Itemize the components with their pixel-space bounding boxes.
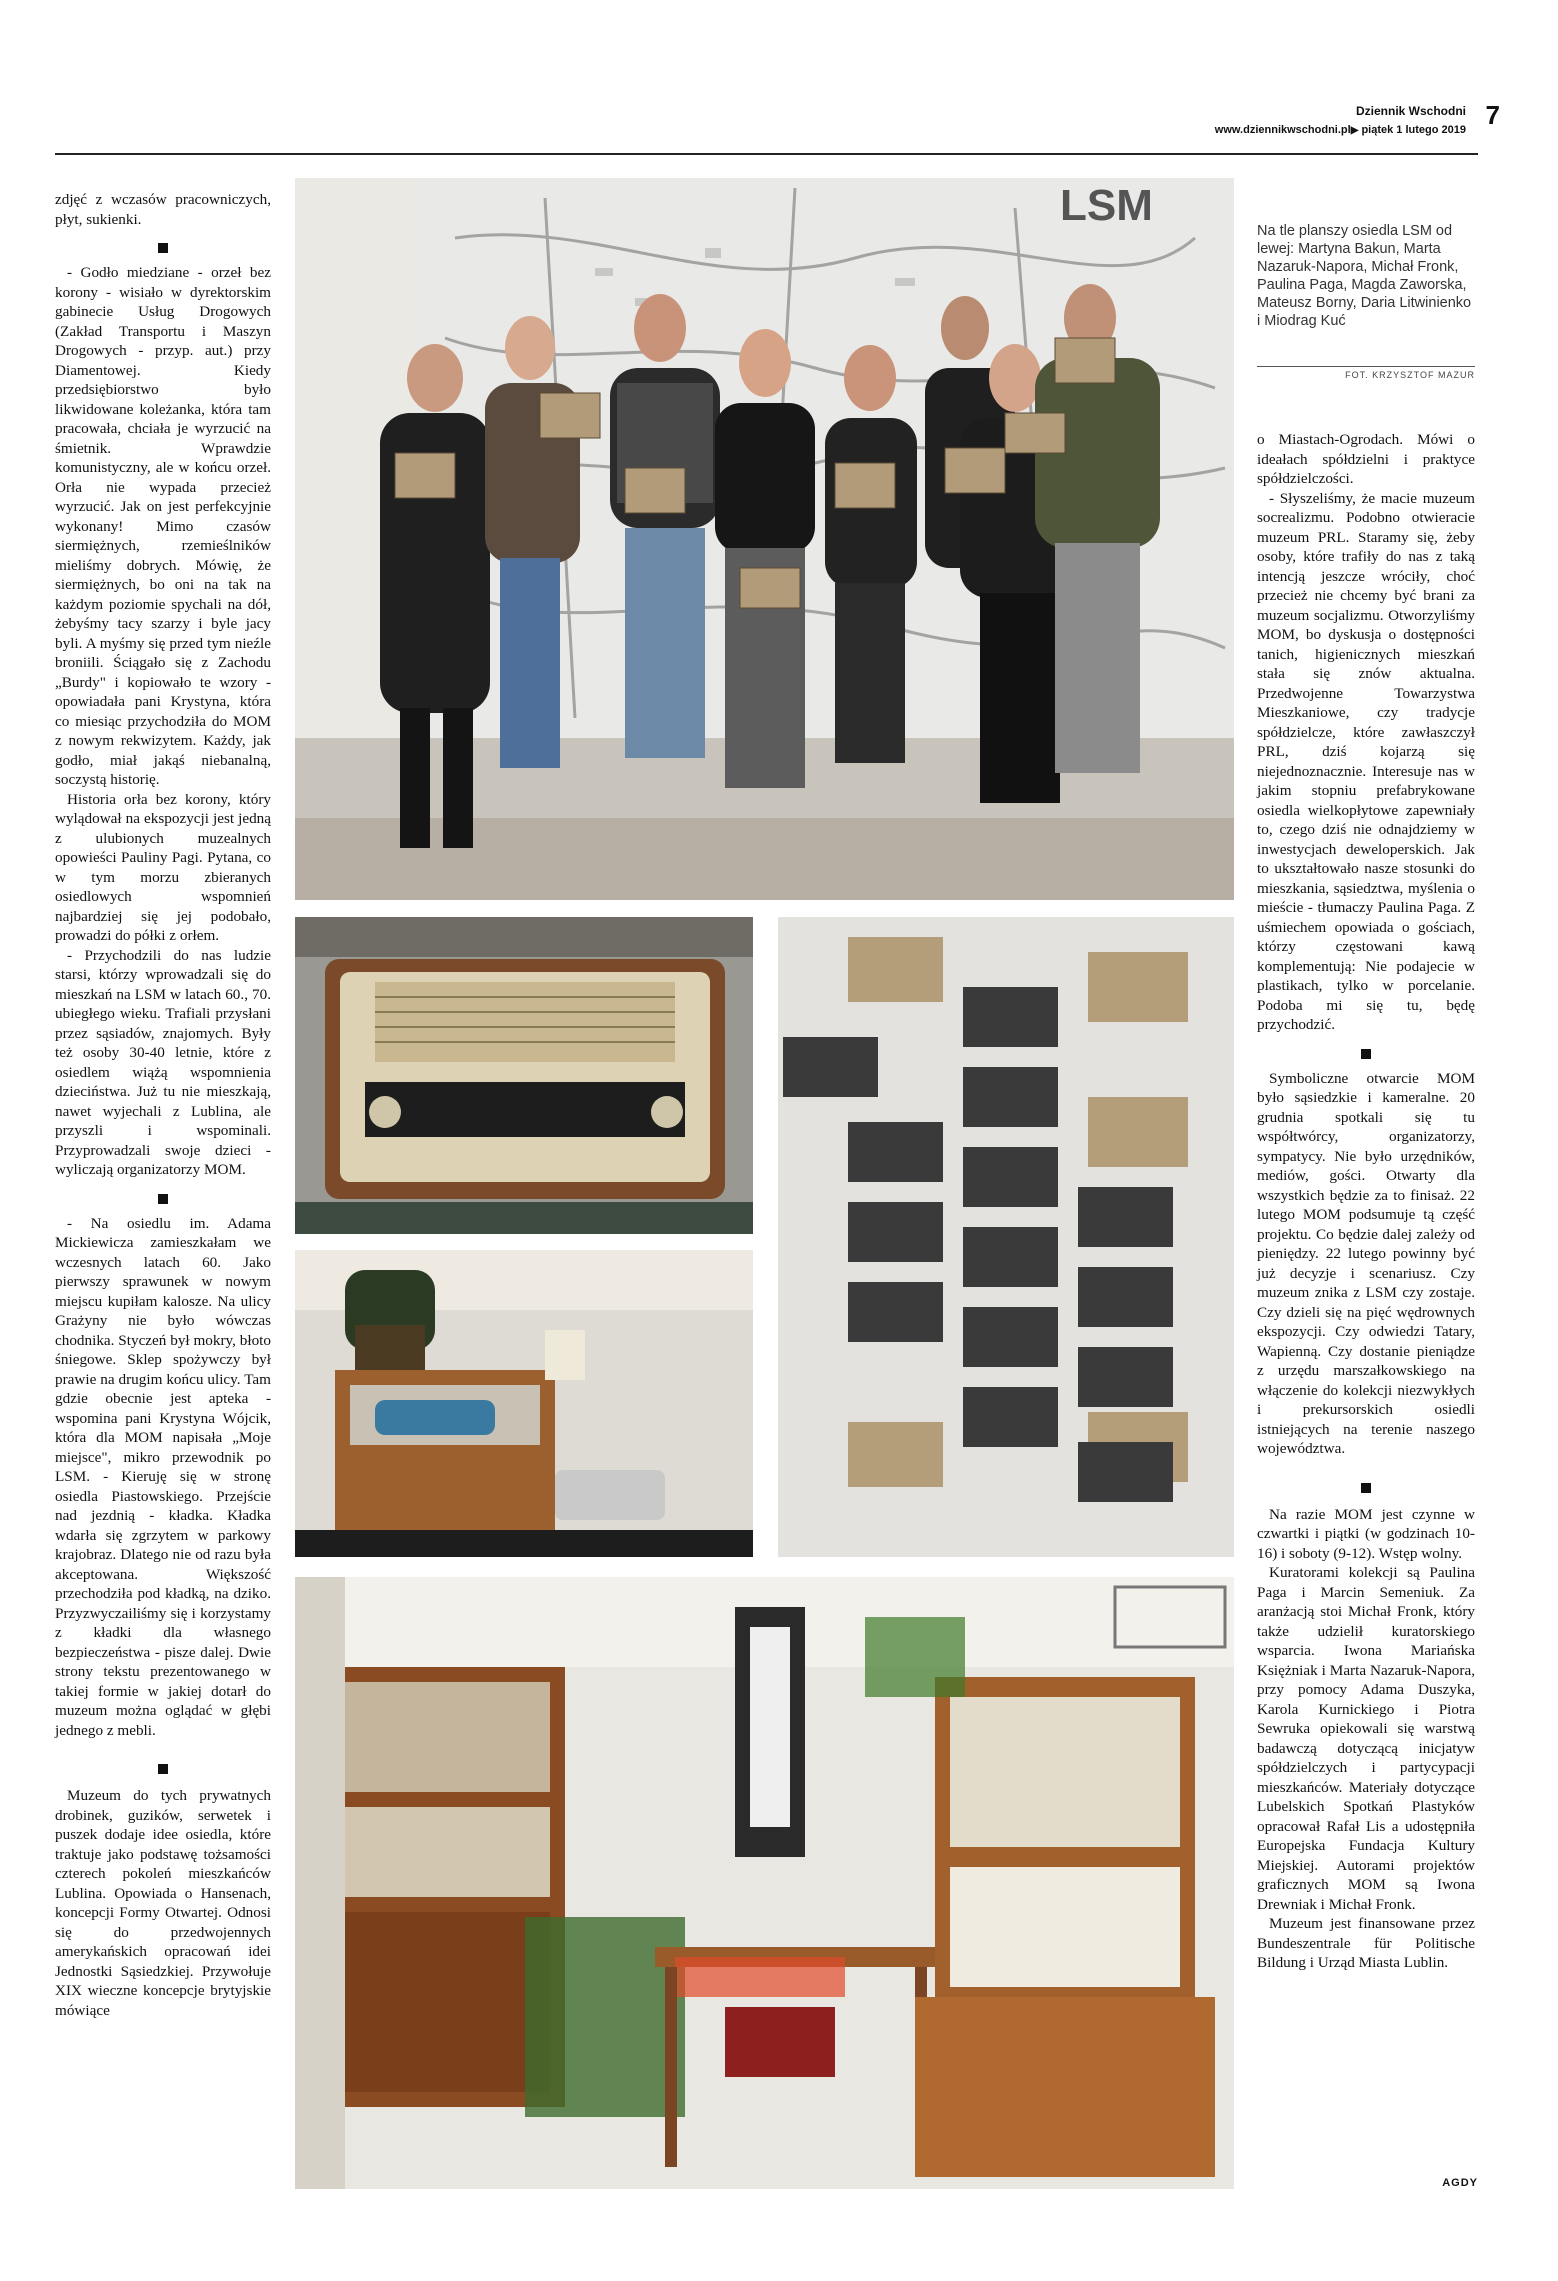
publication-name: Dziennik Wschodni bbox=[1355, 104, 1466, 118]
paragraph: Muzeum jest finansowane przez Bundeszentrale für Politische Bildung i Urząd Miasta Lublin. bbox=[1257, 1915, 1475, 1971]
article-column-2 bbox=[1257, 430, 1475, 1973]
paragraph: Na razie MOM jest czynne w czwartki i piątki (w godzinach 10-16) i soboty (9-12). Wstęp wolny. bbox=[1257, 1505, 1475, 1562]
cursor-icon: ▶ bbox=[1350, 125, 1359, 136]
section-square-icon bbox=[1361, 1483, 1371, 1493]
header-rule bbox=[55, 153, 1478, 155]
paragraph: Symboliczne otwarcie MOM było sąsiedzkie i kameralne. 20 grudnia spotkali się tu współtwórcy, organizatorzy, sympatycy. Nie było urzędników, mediów, gości. Otwarty dla wszystkich będzie za to finisaż. 22 lutego MOM podsumuje tą część projektu. Co będzie dalej zależy od pieniędzy. 22 lutego powinny być już decyzje i scenariusz. Czy muzeum znika z LSM czy zostaje. Czy dzieli się na pięć wędrownych ekspozycji. Czy odwiedzi Tatary, Wapienną. Czy dostanie pieniądze z urzędu marszałkowskiego na włączenie do kolekcji niezwykłych i prekursorskich osiedli istniejących na terenie naszego województwa. bbox=[1257, 1069, 1475, 1457]
paragraph: Kuratorami kolekcji są Paulina Paga i Marcin Semeniuk. Za aranżacją stoi Michał Fronk, który także udzielił kuratorskiego wsparcia. Iwona Mariańska Księżniak i Marta Nazaruk-Napora, przy pomocy Adama Duszyka, Karola Kurnickiego i Piotra Sewruka opiekowali się warstwą badawczą dotyczącą inicjatyw spółdzielczych i partycypacji mieszkańców. Materiały dotyczące Lubelskich Spotkań Plastyków opracował Rafał Lis a udostępniła Europejska Fundacja Kultury Miejskiej. Autorami projektów graficznych MOM są Iwona Drewniak i Michał Fronk. bbox=[1257, 1564, 1475, 1913]
header-url-date bbox=[1215, 124, 1466, 136]
article-column-1 bbox=[55, 190, 271, 2020]
furniture-room-photo bbox=[295, 1577, 1234, 2189]
site-url[interactable]: www.dziennikwschodni.pl bbox=[1214, 124, 1351, 136]
shelf-vacuum-photo bbox=[295, 1250, 753, 1557]
section-square-icon bbox=[158, 243, 168, 253]
section-square-icon bbox=[1361, 1049, 1371, 1059]
paragraph: o Miastach-Ogrodach. Mówi o ideałach spółdzielni i praktyce spółdzielczości. bbox=[1257, 431, 1475, 487]
photo-caption: Na tle planszy osiedla LSM od lewej: Martyna Bakun, Marta Nazaruk-Napora, Michał Fronk, Paulina Paga, Magda Zaworska, Mateusz Borny, Daria Litwinienko i Miodrag Kuć bbox=[1257, 223, 1472, 329]
paragraph: Muzeum do tych prywatnych drobinek, guzików, serwetek i puszek dodaje idee osiedla, które traktuje jako podstawę tożsamości czterech pokoleń mieszkańców Lublina. Opowiada o Hansenach, koncepcji Formy Otwartej. Odnosi się do przedwojennych amerykańskich opracowań idei Jednostki Sąsiedzkiej. Przywołuje XIX wieczne koncepcje brytyjskie mówiące bbox=[55, 1787, 271, 2019]
paragraph: - Na osiedlu im. Adama Mickiewicza zamieszkałam we wczesnych latach 60. Jako pierwszy sprawunek w nowym miejscu kupiłam kalosze. Na ulicy Grażyny nie było wówczas chodnika. Styczeń był mokry, błoto śniegowe. Sklep spożywczy był prawie na drugim końcu ulicy. Tam gdzie obecnie jest apteka - wspomina pani Krystyna Wójcik, która dla MOM napisała „Moje miejsce", mikro przewodnik po LSM. - Kieruję się w stronę osiedla Piastowskiego. Przejście nad jezdnią - kładka. Kładka wdarła się zgrzytem w parkowy krajobraz. Dlatego nie od razu była akceptowana. Większość przechodziła pod kładką, na dziko. Przyzwyczailiśmy się i korzystamy z kładki dla własnego bezpieczeństwa - pisze dalej. Dwie strony tekstu prezentowanego w takiej formie w jakiej dotarł do muzeum można oglądać w głębi jednego z mebli. bbox=[55, 1214, 271, 1739]
lsm-wall-label: LSM bbox=[1060, 181, 1153, 230]
photo-wall-exhibit bbox=[778, 917, 1234, 1557]
paragraph: - Godło miedziane - orzeł bez korony - wisiało w dyrektorskim gabinecie Usług Drogowych (Zakład Transportu i Maszyn Drogowych - przyp. aut.) przy Diamentowej. Kiedy przedsiębiorstwo było likwidowane koleżanka, która tam pracowała, chciała je wyrzucić na śmietnik. Wprawdzie komunistyczny, ale w końcu orzeł. Orła nie wypada przecież wyrzucić. Jak on jest perfekcyjnie wykonany! Mimo czasów siermiężnych, rzemieślników mieliśmy dobrych. Mówię, że siermiężnych, bo oni na tak na każdym poziomie spychali na dół, żebyśmy tacy szarzy i byle jacy byli. A myśmy się przed tym nieźle broniili. Ściągało się z Zachodu „Burdy" i kopiowało te wzory - opowiadała pani Krystyna, która co miesiąc przychodziła do MOM z nowym rekwizytem. Każdy, jak godło, miał jakąś niebanalną, soczystą historię. bbox=[55, 264, 271, 788]
paragraph: - Przychodzili do nas ludzie starsi, którzy wprowadzali się do mieszkań na LSM w latach 60., 70. ubiegłego wieku. Trafiali przysłani przez sąsiadów, znajomych. Były też osoby 30-40 letnie, które z osiedlem wiążą wspomnienia dzieciństwa. Już tu nie mieszkają, nawet wyjechali z Lublina, ale przyszli i wspominali. Przyprowadzali swoje dzieci - wyliczają organizatorzy MOM. bbox=[55, 946, 271, 1178]
group-photo bbox=[295, 178, 1234, 900]
paragraph: Historia orła bez korony, który wylądował na ekspozycji jest jedną z ulubionych muzealnych opowieści Pauliny Pagi. Pytana, co w tym morzu zbieranych osiedlowych wspomnień najbardziej się jej podobało, prowadzi do półki z orłem. bbox=[55, 790, 271, 944]
radio-photo bbox=[295, 917, 753, 1234]
page-number: 7 bbox=[1485, 100, 1500, 130]
section-square-icon bbox=[158, 1194, 168, 1204]
paragraph: - Słyszeliśmy, że macie muzeum socrealizmu. Podobno otwieracie muzeum PRL. Staramy się, żeby osoby, które trafiły do nas z taką intencją jeszcze wróciły, choć przecież nie chcemy być brani za muzeum socjalizmu. Otworzyliśmy MOM, bo dyskusja o dostępności tanich, higienicznych mieszkań stała się znów aktualna. Przedwojenne Towarzystwa Mieszkaniowe, czy tradycje spółdzielcze, które zawłaszczył PRL, dziś kojarzą się niejednoznacznie. Interesuje nas w jakim stopniu prefabrykowane osiedla wielkopłytowe zapewniały to, czego dziś nie odnajdziemy w inwestycjach deweloperskich. Jak to ukształtowało nasze stosunki do mieszkania, sąsiedztwa, myślenia o mieście - tłumaczy Paulina Paga. Z uśmiechem opowiada o gościach, którzy częstowani kawą komplementują: Nie podajecie w plastikach, tylko w porcelanie. Podoba mi się tu, będę przychodzić. bbox=[1257, 489, 1475, 1033]
section-square-icon bbox=[158, 1764, 168, 1774]
author-mark: AGDY bbox=[1442, 2177, 1478, 2189]
issue-date: piątek 1 lutego 2019 bbox=[1361, 124, 1466, 136]
paragraph: zdjęć z wczasów pracowniczych, płyt, sukienki. bbox=[55, 191, 271, 228]
photo-credit: FOT. KRZYSZTOF MAZUR bbox=[1257, 366, 1475, 380]
